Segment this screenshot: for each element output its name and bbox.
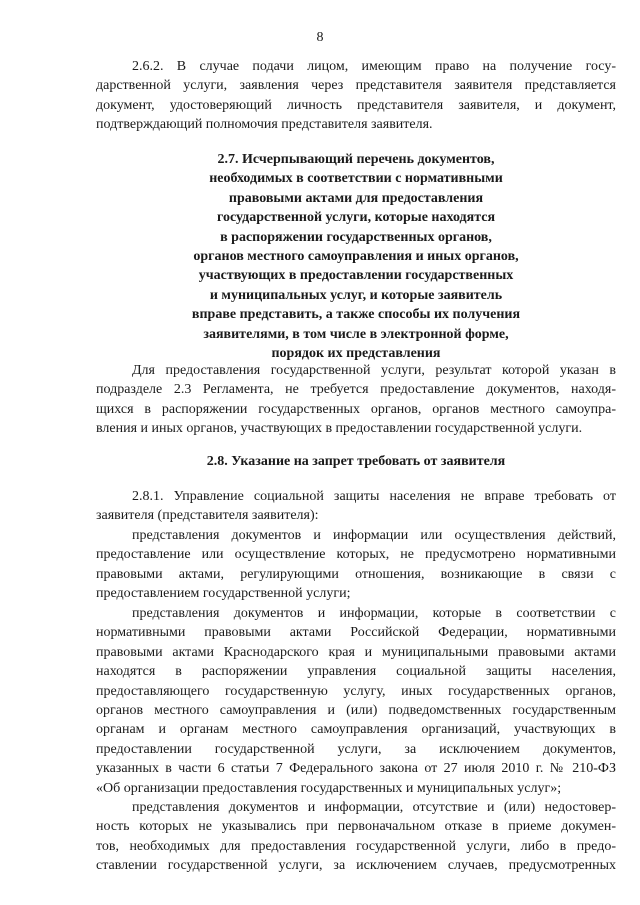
paragraph-2-8-1 [96,487,616,526]
heading-line: порядок их представления [271,346,441,362]
text-line: тов, необходимых для предоставления государственной услуги, либо в предо- [96,838,616,854]
text-line: заявителя (представителя заявителя): [96,508,319,524]
heading-line: вправе представить, а также способы их получения [191,307,521,323]
heading-line: 2.7. Исчерпывающий перечень документов, [217,152,495,167]
paragraph-2-6-2 [96,57,616,135]
heading-line: правовыми актами для предоставления [228,190,484,206]
text-line: предоставляющего государственную услугу, иных государственных органов, [96,683,616,699]
page-number: 8 [316,30,324,45]
text-line: ность которых не указывались при первоначальном отказе в приеме докумен- [96,819,616,835]
heading-line: государственной услуги, которые находятся [216,210,496,226]
text-line: 2.8.1. Управление социальной защиты населения не вправе требовать от [132,489,616,504]
text-line: подтверждающий полномочия представителя заявителя. [96,117,433,133]
text-line: правовыми актами, регулирующими отношения, возникающие в связи с [96,566,616,582]
text-line: правовыми актами Краснодарского края и муниципальными правовыми актами [96,644,616,660]
text-line: щихся в распоряжении государственных органов, органов местного самоупра- [96,401,616,417]
text-line: «Об организации предоставления государственных и муниципальных услуг»; [96,780,562,796]
text-line: предоставлением государственной услуги; [96,586,351,602]
paragraph-2-7-body [96,361,616,439]
text-line: представления документов и информации, которые в соответствии с [132,606,616,621]
heading-line: участвующих в предоставлении государственных [198,268,514,284]
text-line: 2.6.2. В случае подачи лицом, имеющим право на получение госу- [132,59,616,74]
section-2-8-title: 2.8. Указание на запрет требовать от заявителя [206,454,506,469]
paragraph-item-3 [96,798,616,876]
text-line: подразделе 2.3 Регламента, не требуется предоставление документов, находя- [96,382,616,398]
text-line: ставлении государственной услуги, за исключением случаев, предусмотренных [96,858,616,874]
text-line: органам и органам местного самоуправления организаций, участвующих в [96,722,616,738]
heading-line: необходимых в соответствии с нормативными [209,171,503,187]
heading-line: и муниципальных услуг, и которые заявитель [209,287,503,303]
heading-line: в распоряжении государственных органов, [220,229,492,245]
heading-line: органов местного самоуправления и иных органов, [193,249,519,265]
text-line: представления документов и информации или осуществления действий, [132,528,616,543]
text-line: предоставление или осуществление которых, не предусмотрено нормативными [96,547,616,563]
text-line: вления и иных органов, участвующих в предоставлении государственной услуги. [96,421,583,437]
text-line: органов местного самоуправления и (или) подведомственных государственным [96,703,616,719]
paragraph-item-2 [96,604,616,798]
text-line: предоставлении государственной услуги, за исключением документов, [96,741,616,757]
text-line: находятся в распоряжении управления социальной защиты населения, [96,664,616,680]
text-line: нормативными правовыми актами Российской Федерации, нормативными [96,625,616,641]
text-line: представления документов и информации, отсутствие и (или) недостовер- [132,800,616,815]
section-2-8-heading [96,452,616,471]
text-line: документ, удостоверяющий личность представителя заявителя, и документ, [96,97,616,113]
paragraph-item-1 [96,526,616,604]
text-line: Для предоставления государственной услуги, результат которой указан в [132,363,616,378]
heading-line: заявителями, в том числе в электронной форме, [203,326,509,342]
text-line: дарственной услуги, заявления через представителя заявителя представляется [96,78,616,94]
section-2-7-heading [96,150,616,363]
text-line: указанных в части 6 статьи 7 Федерального закона от 27 июля 2010 г. № 210-ФЗ [96,761,616,777]
